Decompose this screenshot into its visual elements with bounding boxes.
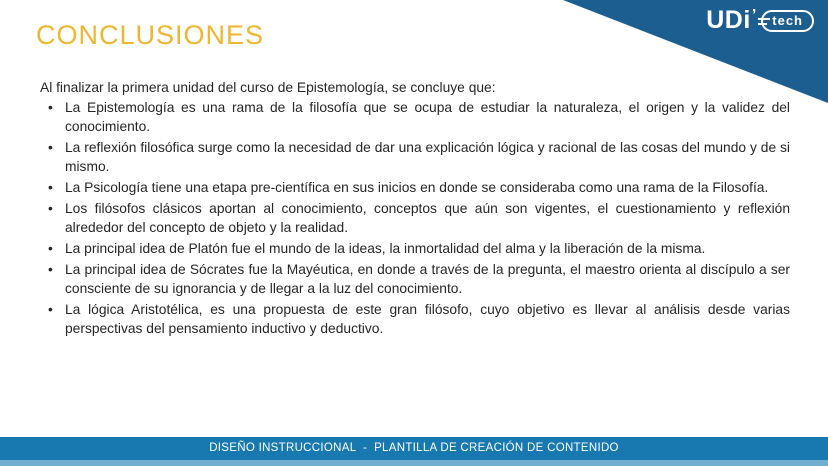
bullet-text: Los filósofos clásicos aportan al conocimiento, conceptos que aún son vigentes, el cuestionamiento y reflexión alrededor del concepto de objeto y la realidad. [65,201,790,235]
bullet-dot-icon: • [48,100,53,115]
bullet-dot-icon: • [48,262,53,277]
bullet-text: La reflexión filosófica surge como la necesidad de dar una explicación lógica y racional de las cosas del mundo y de si mismo. [65,140,790,174]
bullet-dot-icon: • [48,180,53,195]
slide-body [40,78,790,340]
logo-tick-mark: ʼ [751,6,757,24]
bullet-list [40,98,790,338]
logo-tech-badge: tech [761,10,814,32]
bullet-text: La principal idea de Sócrates fue la Mayéutica, en donde a través de la pregunta, el maestro orienta al discípulo a ser consciente de su ignorancia y de llegar a la luz del conocimiento. [65,262,790,296]
bullet-dot-icon: • [48,140,53,155]
intro-text: Al finalizar la primera unidad del curso de Epistemología, se concluye que: [40,80,496,95]
bullet-item [40,138,790,176]
bullet-text: La Epistemología es una rama de la filosofía que se ocupa de estudiar la naturaleza, el origen y la validez del conocimiento. [65,100,790,134]
bullet-item [40,239,790,258]
bullet-item [40,260,790,298]
footer-strip-decoration [0,460,828,466]
slide-title: CONCLUSIONES [36,20,265,50]
logo-brand-text: UDi [706,6,751,34]
bullet-dot-icon: • [48,241,53,256]
bullet-item [40,300,790,338]
bullet-text: La principal idea de Platón fue el mundo de la ideas, la inmortalidad del alma y la liberación de la misma. [65,241,706,256]
footer-text: DISEÑO INSTRUCCIONAL - PLANTILLA DE CREACIÓN DE CONTENIDO [209,442,619,454]
udi-tech-logo [706,8,814,33]
bullet-item [40,98,790,136]
bullet-dot-icon: • [48,201,53,216]
bullet-item [40,178,790,197]
bullet-text: La lógica Aristotélica, es una propuesta de este gran filósofo, cuyo objetivo es llevar al análisis desde varias perspectivas del pensamiento inductivo y deductivo. [65,302,790,336]
bullet-dot-icon: • [48,302,53,317]
bullet-item [40,199,790,237]
bullet-text: La Psicología tiene una etapa pre-científica en sus inicios en donde se consideraba como una rama de la Filosofía. [65,180,769,195]
footer-bar [0,437,828,460]
